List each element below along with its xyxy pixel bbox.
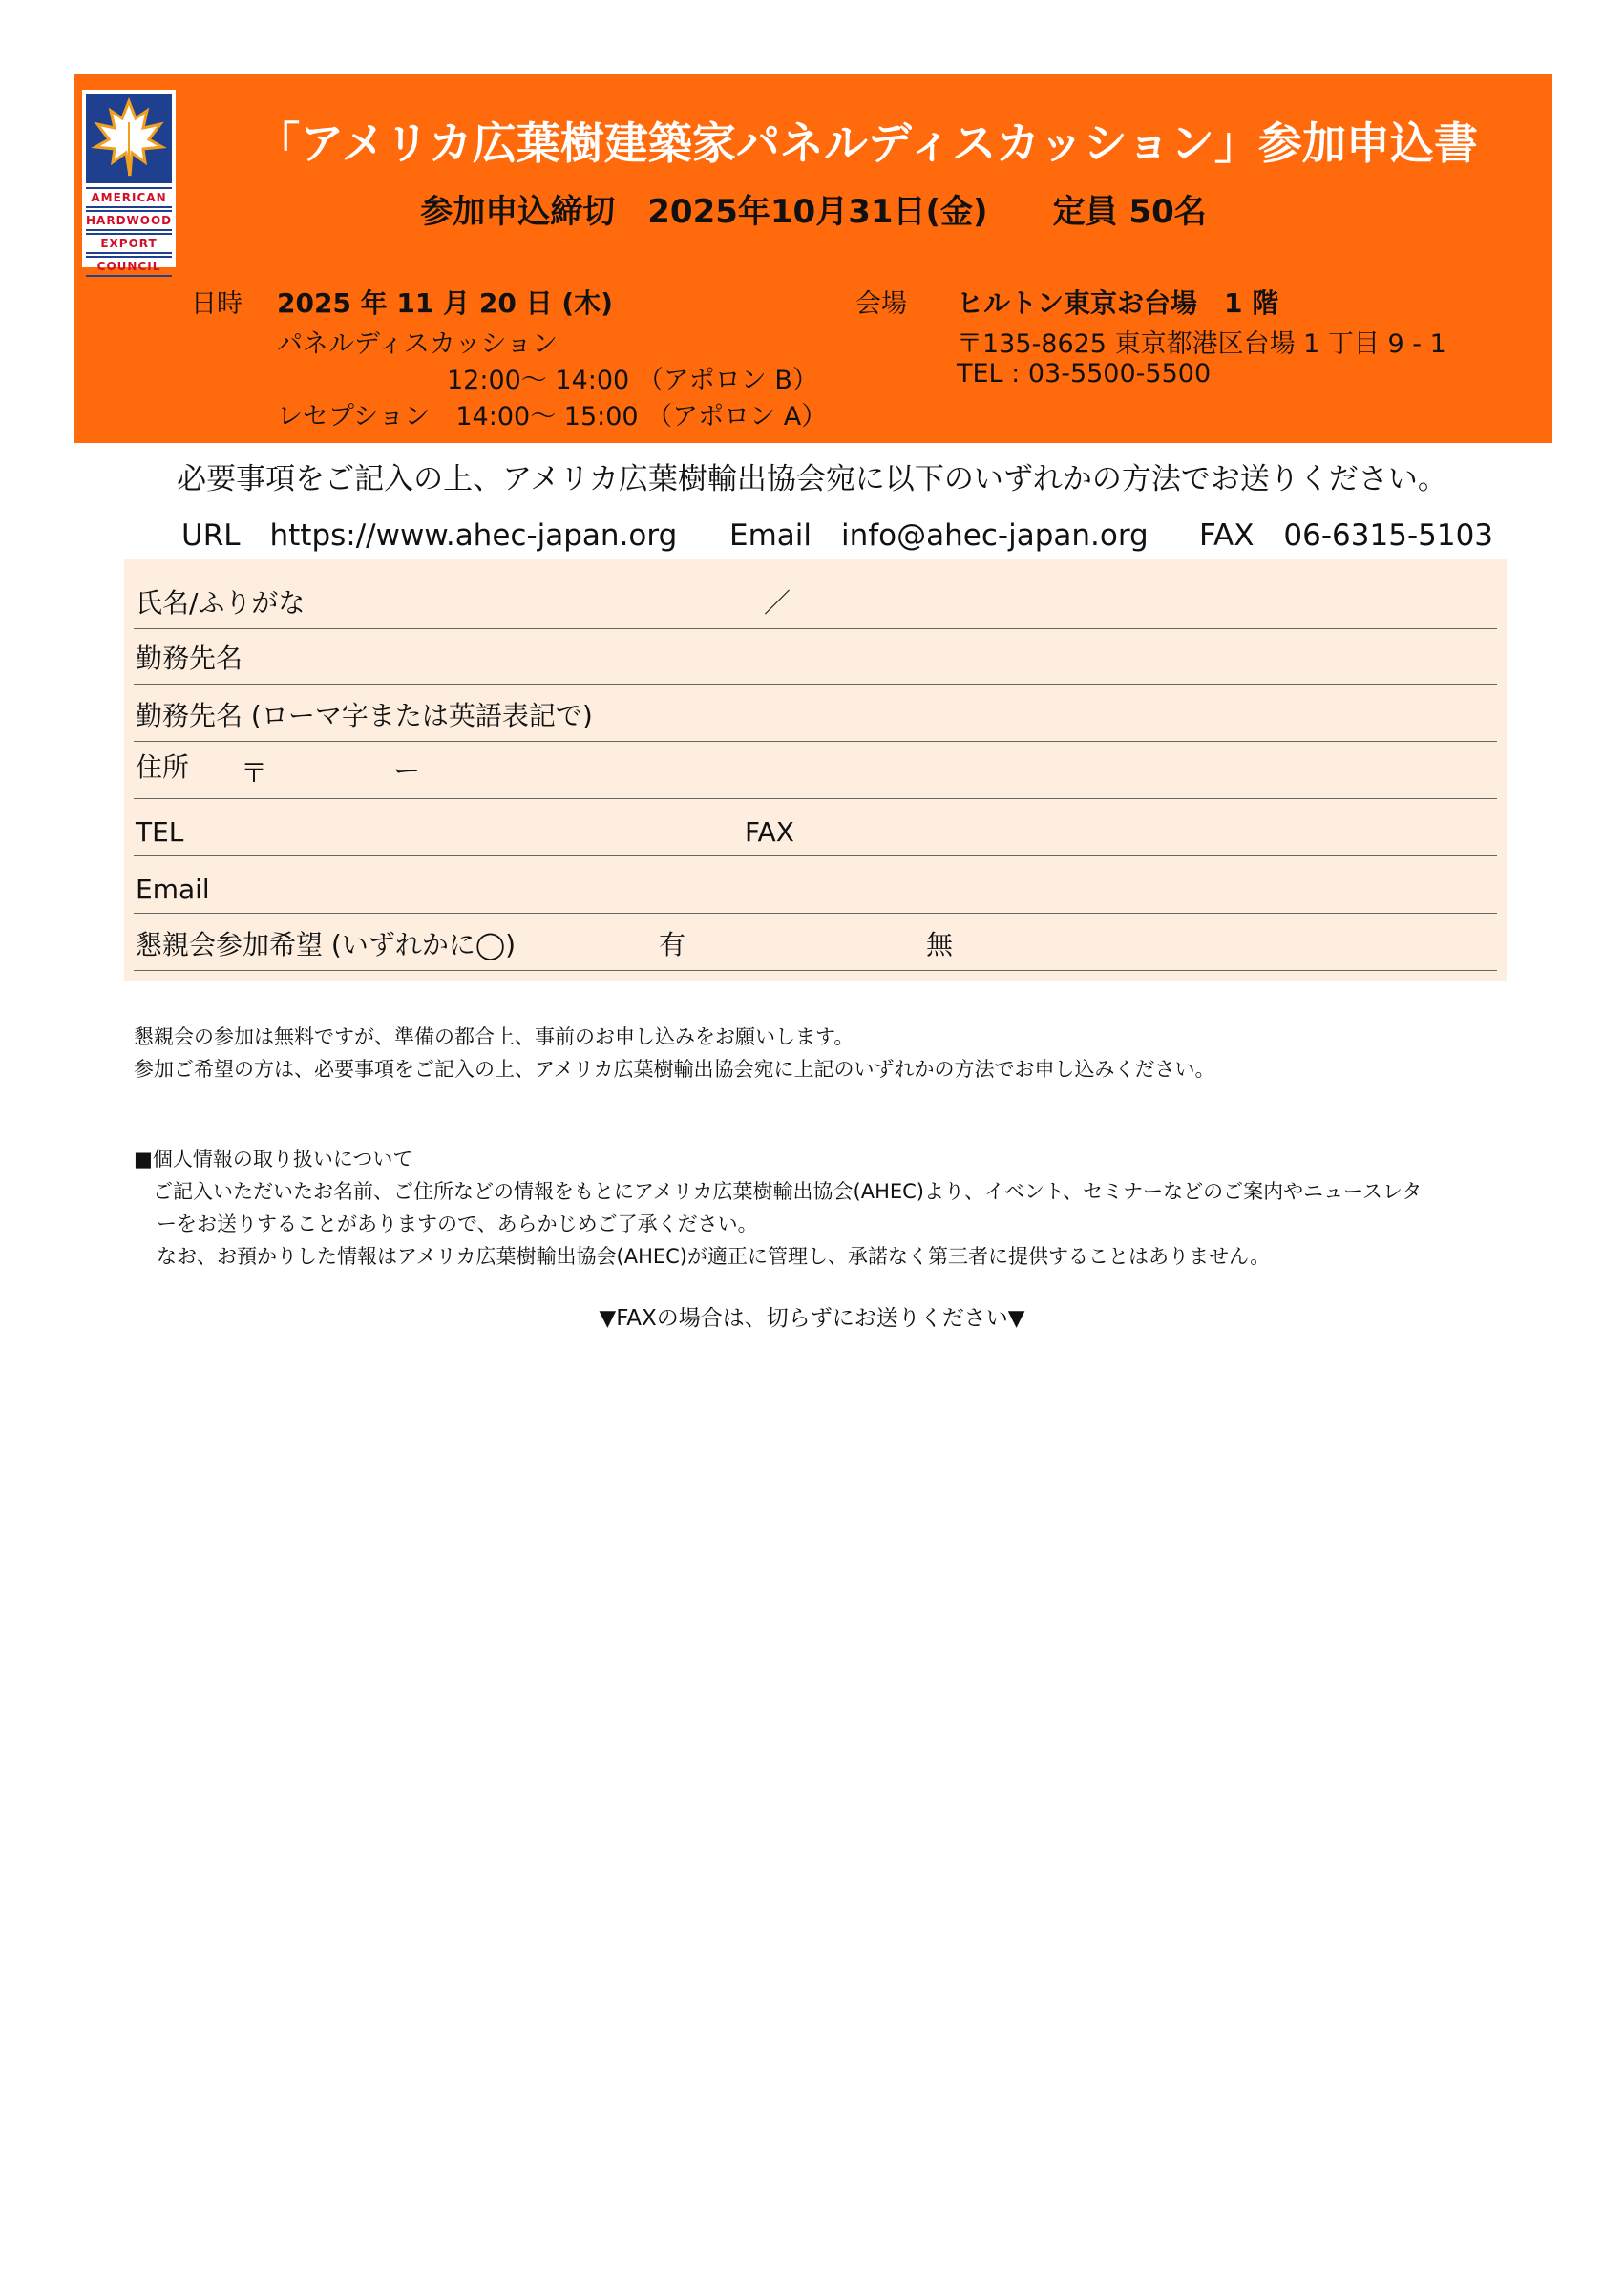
tel-fax-row[interactable] bbox=[134, 800, 1497, 856]
contact-url[interactable]: URL https://www.ahec-japan.org bbox=[181, 518, 678, 553]
company-en-row[interactable] bbox=[134, 686, 1497, 742]
maple-leaf-icon bbox=[86, 94, 172, 183]
venue-tel: TEL : 03-5500-5500 bbox=[957, 359, 1212, 389]
venue-value: ヒルトン東京お台場 1 階 bbox=[957, 287, 1279, 319]
name-label: 氏名/ふりがな bbox=[136, 587, 306, 619]
venue-address: 〒135-8625 東京都港区台場 1 丁目 9 - 1 bbox=[957, 329, 1446, 359]
application-form bbox=[124, 559, 1507, 981]
logo-line-2: HARDWOOD bbox=[86, 210, 172, 231]
privacy-line-3: なお、お預かりした情報はアメリカ広葉樹輸出協会(AHEC)が適正に管理し、承諾なく第三者に提供することはありません。 bbox=[157, 1245, 1271, 1268]
reception-label: 懇親会参加希望 (いずれかに◯) bbox=[136, 929, 517, 960]
reception-row[interactable] bbox=[134, 915, 1497, 971]
ahec-logo bbox=[82, 90, 176, 273]
fax-label: FAX bbox=[745, 816, 794, 848]
email-row[interactable] bbox=[134, 857, 1497, 914]
contact-email[interactable]: Email info@ahec-japan.org bbox=[729, 518, 1149, 553]
address-label: 住所 bbox=[136, 751, 190, 783]
deadline-capacity: 参加申込締切 2025年10月31日(金) 定員 50名 bbox=[420, 193, 1207, 231]
company-row[interactable] bbox=[134, 630, 1497, 685]
panel-time: 12:00～ 14:00 （アポロン B） bbox=[447, 366, 818, 395]
contact-fax: FAX 06-6315-5103 bbox=[1199, 518, 1494, 553]
fax-note: ▼FAXの場合は、切らずにお送りください▼ bbox=[599, 1306, 1025, 1331]
intro-text: 必要事項をご記入の上、アメリカ広葉樹輸出協会宛に以下のいずれかの方法でお送りください。 bbox=[177, 462, 1447, 496]
privacy-line-1: ご記入いただいたお名前、ご住所などの情報をもとにアメリカ広葉樹輸出協会(AHEC)より、イベント、セミナーなどのご案内やニュースレタ bbox=[153, 1180, 1423, 1203]
email-label: Email bbox=[136, 874, 210, 905]
logo-line-1: AMERICAN bbox=[86, 187, 172, 208]
company-en-label: 勤務先名 (ローマ字または英語表記で) bbox=[136, 700, 593, 731]
reception-no[interactable]: 無 bbox=[926, 929, 954, 960]
date-value: 2025 年 11 月 20 日 (木) bbox=[277, 287, 613, 319]
note-line-1: 懇親会の参加は無料ですが、準備の都合上、事前のお申し込みをお願いします。 bbox=[134, 1025, 854, 1048]
header-banner bbox=[74, 74, 1552, 443]
name-slash: ／ bbox=[764, 587, 791, 619]
name-row[interactable] bbox=[134, 559, 1497, 629]
date-label: 日時 bbox=[191, 289, 243, 319]
tel-label: TEL bbox=[136, 816, 184, 848]
reception-time: レセプション 14:00～ 15:00 （アポロン A） bbox=[277, 402, 828, 432]
address-row[interactable] bbox=[134, 743, 1497, 799]
postal-mark: 〒 bbox=[241, 757, 268, 789]
panel-label: パネルディスカッション bbox=[277, 329, 559, 359]
postal-dash: ー bbox=[393, 755, 421, 787]
venue-label: 会場 bbox=[855, 289, 907, 319]
note-line-2: 参加ご希望の方は、必要事項をご記入の上、アメリカ広葉樹輸出協会宛に上記のいずれかの方法でお申し込みください。 bbox=[134, 1058, 1215, 1081]
page-title: 「アメリカ広葉樹建築家パネルディスカッション」参加申込書 bbox=[256, 117, 1478, 169]
privacy-line-2: ーをお送りすることがありますので、あらかじめご了承ください。 bbox=[157, 1213, 758, 1235]
logo-line-3: EXPORT bbox=[86, 233, 172, 254]
privacy-title: ■個人情報の取り扱いについて bbox=[134, 1148, 413, 1171]
logo-line-4: COUNCIL bbox=[86, 256, 172, 277]
company-label: 勤務先名 bbox=[136, 643, 243, 674]
reception-yes[interactable]: 有 bbox=[659, 929, 686, 960]
